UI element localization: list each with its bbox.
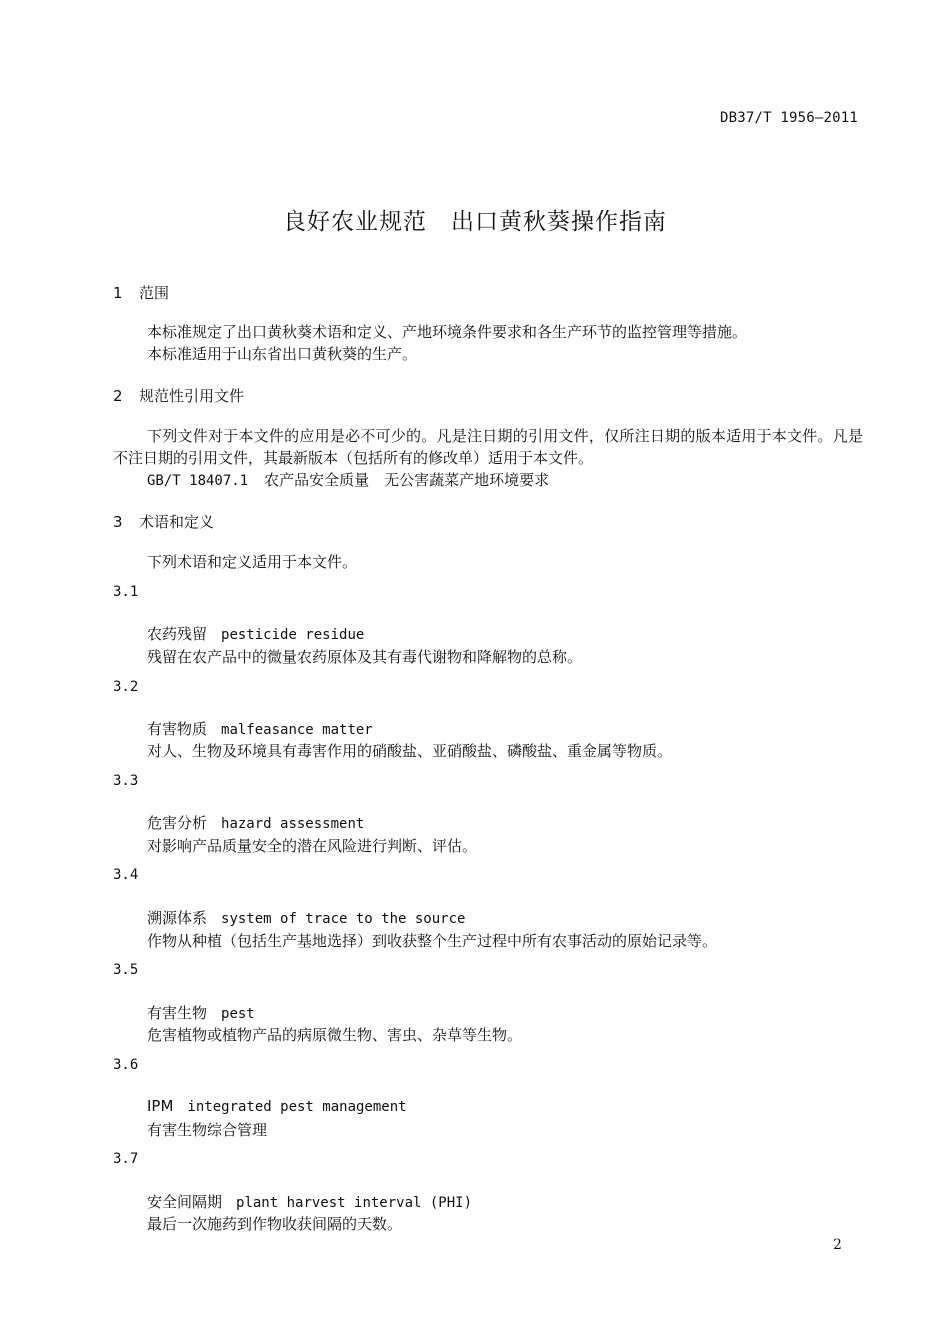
term-entry: [147, 1002, 255, 1023]
section-number: 3: [113, 513, 123, 531]
term-entry: [147, 1191, 472, 1212]
term-definition: 对人、生物及环境具有毒害作用的硝酸盐、亚硝酸盐、磷酸盐、重金属等物质。: [147, 742, 673, 760]
term-en: hazard assessment: [221, 816, 365, 832]
scope-paragraph-1: 本标准规定了出口黄秋葵术语和定义、产地环境条件要求和各生产环节的监控管理等措施。: [147, 323, 748, 341]
term-zh: 危害分析: [147, 814, 208, 832]
term-definition: 对影响产品质量安全的潜在风险进行判断、评估。: [147, 837, 478, 855]
term-entry: [147, 718, 373, 739]
term-entry: [147, 907, 465, 928]
term-zh: 有害物质: [147, 720, 208, 738]
section-heading-terms-definitions: [113, 511, 214, 532]
section-heading-normative-references: [113, 385, 244, 406]
term-number: 3.5: [113, 962, 139, 978]
reference-item: [147, 469, 549, 490]
term-en: pesticide residue: [221, 627, 365, 643]
term-en: integrated pest management: [187, 1099, 407, 1115]
term-entry: [147, 623, 364, 644]
term-en: plant harvest interval (PHI): [236, 1195, 473, 1211]
scope-paragraph-2: 本标准适用于山东省出口黄秋葵的生产。: [147, 345, 418, 363]
term-zh: 溯源体系: [147, 909, 208, 927]
references-paragraph: 下列文件对于本文件的应用是必不可少的。凡是注日期的引用文件，仅所注日期的版本适用于本文件。凡是不注日期的引用文件，其最新版本（包括所有的修改单）适用于本文件。: [113, 427, 863, 467]
section-title: 范围: [139, 284, 170, 302]
page-number: 2: [833, 1237, 842, 1253]
term-definition: 作物从种植（包括生产基地选择）到收获整个生产过程中所有农事活动的原始记录等。: [147, 932, 718, 950]
term-zh: 安全间隔期: [147, 1193, 223, 1211]
term-number: 3.6: [113, 1057, 139, 1073]
standard-number: DB37/T 1956—2011: [719, 110, 858, 126]
term-zh: 有害生物: [147, 1004, 208, 1022]
term-number: 3.2: [113, 679, 139, 695]
term-en: system of trace to the source: [221, 911, 466, 927]
term-number: 3.7: [113, 1151, 139, 1167]
term-definition: 危害植物或植物产品的病原微生物、害虫、杂草等生物。: [147, 1026, 523, 1044]
terms-intro: 下列术语和定义适用于本文件。: [147, 553, 358, 571]
term-definition: 残留在农产品中的微量农药原体及其有毒代谢物和降解物的总称。: [147, 648, 583, 666]
term-definition: 最后一次施药到作物收获间隔的天数。: [147, 1215, 403, 1233]
document-title: 良好农业规范 出口黄秋葵操作指南: [283, 209, 667, 235]
reference-title: 农产品安全质量 无公害蔬菜产地环境要求: [264, 471, 550, 489]
term-entry: [147, 1097, 407, 1115]
section-number: 1: [113, 284, 123, 302]
term-entry: [147, 812, 364, 833]
reference-code: GB/T 18407.1: [147, 473, 249, 489]
section-number: 2: [113, 387, 123, 405]
section-title: 规范性引用文件: [139, 387, 245, 405]
term-number: 3.4: [113, 867, 139, 883]
term-zh: IPM: [147, 1097, 174, 1115]
term-en: malfeasance matter: [221, 722, 373, 738]
term-en: pest: [221, 1006, 255, 1022]
term-zh: 农药残留: [147, 625, 208, 643]
term-definition: 有害生物综合管理: [147, 1121, 268, 1139]
term-number: 3.3: [113, 773, 139, 789]
term-number: 3.1: [113, 584, 139, 600]
section-title: 术语和定义: [139, 513, 215, 531]
section-heading-scope: [113, 282, 169, 303]
